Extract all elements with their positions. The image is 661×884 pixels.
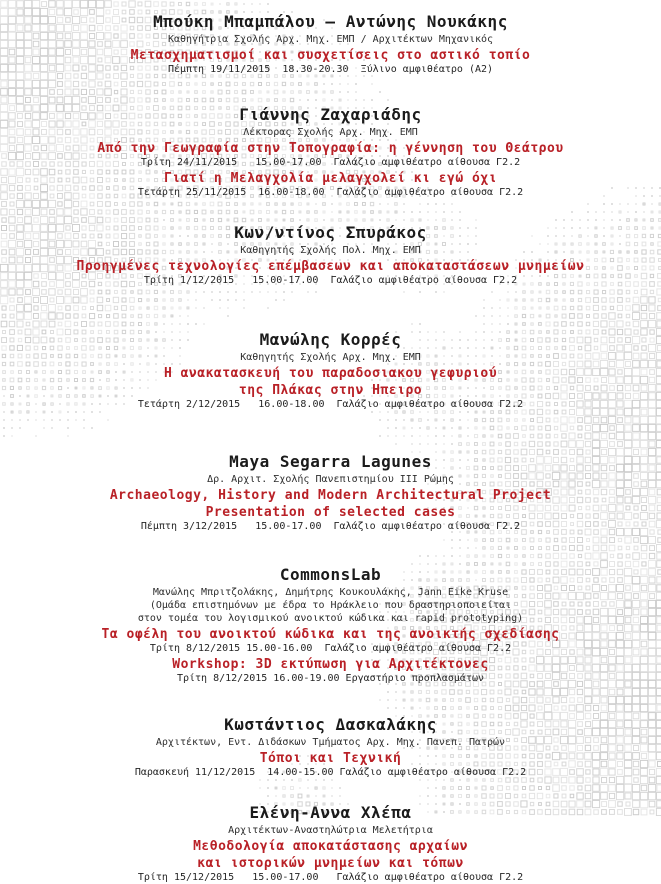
event-block: [0, 223, 661, 287]
event-block: [0, 452, 661, 533]
lecture-schedule: Πέμπτη 3/12/2015 15.00-17.00 Γαλάζιο αμφιθέατρο αίθουσα Γ2.2: [0, 520, 661, 533]
speaker-name: CommonsLab: [0, 565, 661, 584]
speaker-credential: Καθηγητής Σχολής Αρχ. Μηχ. ΕΜΠ: [0, 351, 661, 364]
speaker-credential: Αρχιτέκτων, Εντ. Διδάσκων Τμήματος Αρχ. Μηχ. Πανεπ. Πατρών: [0, 736, 661, 749]
lecture-title: Γιατί η Μελαγχολία μελαγχολεί κι εγώ όχι: [0, 171, 661, 186]
speaker-credential: Καθηγήτρια Σχολής Αρχ. Μηχ. ΕΜΠ / Αρχιτέκτων Μηχανικός: [0, 33, 661, 46]
lecture-schedule: Τρίτη 8/12/2015 15.00-16.00 Γαλάζιο αμφιθέατρο αίθουσα Γ2.2: [0, 642, 661, 655]
lecture-title: Workshop: 3D εκτύπωση για Αρχιτέκτονες: [0, 657, 661, 672]
speaker-credential: (Ομάδα επιστημόνων με έδρα το Ηράκλειο που δραστηριοποιείται: [0, 599, 661, 612]
lecture-schedule: Τετάρτη 2/12/2015 16.00-18.00 Γαλάζιο αμφιθέατρο αίθουσα Γ2.2: [0, 398, 661, 411]
speaker-name: Κων/ντίνος Σπυράκος: [0, 223, 661, 242]
lecture-title: Τα οφέλη του ανοικτού κώδικα και της ανοικτής σχεδίασης: [0, 627, 661, 642]
lecture-schedule: Τρίτη 1/12/2015 15.00-17.00 Γαλάζιο αμφιθέατρο αίθουσα Γ2.2: [0, 274, 661, 287]
event-block: [0, 105, 661, 199]
lecture-schedule: Τρίτη 8/12/2015 16.00-19.00 Εργαστήριο προπλασμάτων: [0, 672, 661, 685]
speaker-name: Μανώλης Κορρές: [0, 330, 661, 349]
event-block: [0, 565, 661, 685]
speaker-credential: Δρ. Αρχιτ. Σχολής Πανεπιστημίου III Ρώμης: [0, 473, 661, 486]
lecture-title: της Πλάκας στην Ηπειρο: [0, 383, 661, 398]
speaker-name: Ελένη-Αννα Χλέπα: [0, 803, 661, 822]
speaker-credential: Καθηγητής Σχολής Πολ. Μηχ. ΕΜΠ: [0, 244, 661, 257]
lecture-title: Τόποι και Τεχνική: [0, 751, 661, 766]
event-block: [0, 330, 661, 411]
lecture-schedule: Τρίτη 15/12/2015 15.00-17.00 Γαλάζιο αμφιθέατρο αίθουσα Γ2.2: [0, 871, 661, 884]
lecture-title: Από την Γεωγραφία στην Τοπογραφία: η γέννηση του Θεάτρου: [0, 141, 661, 156]
lecture-title: Μεθοδολογία αποκατάστασης αρχαίων: [0, 839, 661, 854]
lecture-schedule: Πέμπτη 19/11/2015 18.30-20.30 Ξύλινο αμφιθέατρο (Α2): [0, 63, 661, 76]
event-block: [0, 715, 661, 779]
lecture-schedule: Τετάρτη 25/11/2015 16.00-18.00 Γαλάζιο αμφιθέατρο αίθουσα Γ2.2: [0, 186, 661, 199]
lecture-title: Προηγμένες τεχνολογίες επέμβασεων και αποκαταστάσεων μνημείων: [0, 259, 661, 274]
speaker-credential: Μανώλης Μπριτζολάκης, Δημήτρης Κουκουλάκης, Jann Eike Kruse: [0, 586, 661, 599]
lecture-title: Η ανακατασκευή του παραδοσιακου γεφυριού: [0, 366, 661, 381]
event-block: [0, 12, 661, 76]
lecture-schedule: Τρίτη 24/11/2015 15.00-17.00 Γαλάζιο αμφιθέατρο αίθουσα Γ2.2: [0, 156, 661, 169]
speaker-name: Κωστάντιος Δασκαλάκης: [0, 715, 661, 734]
lecture-title: και ιστορικών μνημείων και τόπων: [0, 856, 661, 871]
speaker-name: Maya Segarra Lagunes: [0, 452, 661, 471]
speaker-name: Γιάννης Ζαχαριάδης: [0, 105, 661, 124]
lecture-title: Presentation of selected cases: [0, 505, 661, 520]
speaker-credential: Αρχιτέκτων-Αναστηλώτρια Μελετήτρια: [0, 824, 661, 837]
lecture-schedule: Παρασκευή 11/12/2015 14.00-15.00 Γαλάζιο αμφιθέατρο αίθουσα Γ2.2: [0, 766, 661, 779]
speaker-name: Μπούκη Μπαμπάλου – Αντώνης Νουκάκης: [0, 12, 661, 31]
speaker-credential: Λέκτορας Σχολής Αρχ. Μηχ. ΕΜΠ: [0, 126, 661, 139]
lecture-title: Archaeology, History and Modern Architectural Project: [0, 488, 661, 503]
lecture-title: Μετασχηματισμοί και συσχετίσεις στο αστικό τοπίο: [0, 48, 661, 63]
event-block: [0, 803, 661, 884]
speaker-credential: στον τομέα του λογισμικού ανοικτού κώδικα και rapid prototyping): [0, 612, 661, 625]
